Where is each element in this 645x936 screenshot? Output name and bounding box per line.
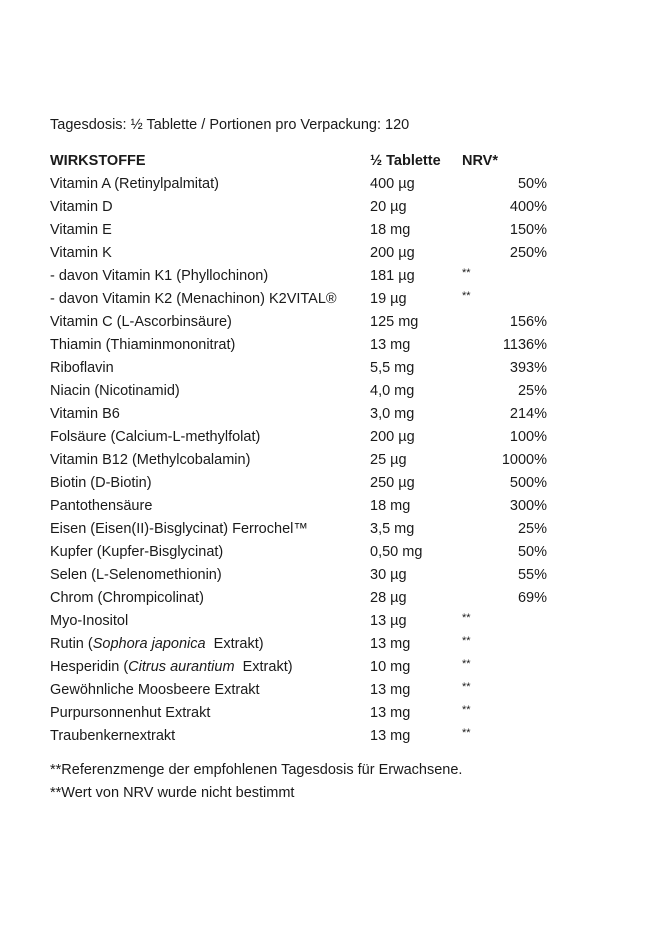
footnote: **Wert von NRV wurde nicht bestimmt (50, 785, 295, 801)
nrv-value: 393% (509, 360, 547, 376)
table-row (50, 357, 550, 380)
nrv-not-determined-marker: ** (462, 290, 471, 302)
amount: 28 µg (370, 590, 407, 606)
amount: 13 mg (370, 728, 411, 744)
nrv-not-determined-marker: ** (462, 635, 471, 647)
table-row (50, 495, 550, 518)
table-row (50, 587, 550, 610)
table-row (50, 173, 550, 196)
amount: 13 mg (370, 682, 411, 698)
ingredient-name: Thiamin (Thiaminmononitrat) (50, 337, 236, 353)
nrv-not-determined-marker: ** (462, 704, 471, 716)
ingredient-name: Niacin (Nicotinamid) (50, 383, 180, 399)
amount: 13 mg (370, 705, 411, 721)
ingredient-name: Myo-Inositol (50, 613, 129, 629)
table-row (50, 426, 550, 449)
nrv-value: 69% (517, 590, 547, 606)
table-row (50, 679, 550, 702)
nutrient-table (50, 150, 550, 748)
latin-name: Citrus aurantium (128, 659, 235, 675)
amount: 10 mg (370, 659, 411, 675)
ingredient-name: Chrom (Chrompicolinat) (50, 590, 204, 606)
nrv-value: 50% (517, 176, 547, 192)
ingredient-name: - davon Vitamin K1 (Phyllochinon) (50, 268, 269, 284)
ingredient-name (50, 656, 293, 679)
ingredient-name: Riboflavin (50, 360, 114, 376)
footnote: **Referenzmenge der empfohlenen Tagesdosis für Erwachsene. (50, 762, 463, 778)
amount: 181 µg (370, 268, 415, 284)
amount: 13 µg (370, 613, 407, 629)
nrv-not-determined-marker: ** (462, 267, 471, 279)
latin-name: Sophora japonica (92, 636, 206, 652)
amount: 18 mg (370, 222, 411, 238)
ingredient-name: Vitamin K (50, 245, 112, 261)
ingredient-name: Traubenkernextrakt (50, 728, 176, 744)
amount: 30 µg (370, 567, 407, 583)
ingredient-name: Gewöhnliche Moosbeere Extrakt (50, 682, 260, 698)
table-row (50, 403, 550, 426)
header-ingredients: WIRKSTOFFE (50, 153, 146, 169)
nrv-value: 55% (517, 567, 547, 583)
amount: 200 µg (370, 245, 415, 261)
ingredient-name: Purpursonnenhut Extrakt (50, 705, 211, 721)
header-amount: ½ Tablette (370, 153, 441, 169)
table-row (50, 219, 550, 242)
amount: 250 µg (370, 475, 415, 491)
nrv-value: 214% (509, 406, 547, 422)
amount: 400 µg (370, 176, 415, 192)
amount: 5,5 mg (370, 360, 415, 376)
ingredient-name-part: Extrakt) (234, 659, 293, 675)
nrv-value: 500% (509, 475, 547, 491)
table-row (50, 334, 550, 357)
amount: 3,5 mg (370, 521, 415, 537)
ingredient-name: Vitamin E (50, 222, 112, 238)
amount: 13 mg (370, 636, 411, 652)
nrv-value: 156% (509, 314, 547, 330)
nrv-value: 1000% (501, 452, 547, 468)
table-row (50, 518, 550, 541)
amount: 13 mg (370, 337, 411, 353)
ingredient-name: Pantothensäure (50, 498, 153, 514)
ingredient-name: Vitamin C (L-Ascorbinsäure) (50, 314, 232, 330)
ingredient-name: Kupfer (Kupfer-Bisglycinat) (50, 544, 224, 560)
ingredient-name-part: Hesperidin ( (50, 659, 129, 675)
ingredient-name: Folsäure (Calcium-L-methylfolat) (50, 429, 261, 445)
nrv-value: 1136% (502, 337, 547, 353)
nrv-not-determined-marker: ** (462, 727, 471, 739)
ingredient-name: Eisen (Eisen(II)-Bisglycinat) Ferrochel™ (50, 521, 308, 537)
amount: 25 µg (370, 452, 407, 468)
amount: 19 µg (370, 291, 407, 307)
amount: 4,0 mg (370, 383, 415, 399)
nrv-value: 25% (517, 383, 547, 399)
table-row (50, 311, 550, 334)
table-row (50, 288, 550, 311)
ingredient-name: Vitamin B6 (50, 406, 120, 422)
amount: 3,0 mg (370, 406, 415, 422)
nrv-value: 100% (509, 429, 547, 445)
table-row (50, 702, 550, 725)
table-body (50, 173, 550, 748)
table-row (50, 610, 550, 633)
amount: 200 µg (370, 429, 415, 445)
nrv-value: 25% (517, 521, 547, 537)
amount: 20 µg (370, 199, 407, 215)
nrv-value: 150% (509, 222, 547, 238)
ingredient-name: Selen (L-Selenomethionin) (50, 567, 222, 583)
ingredient-name-part: Extrakt) (205, 636, 264, 652)
ingredient-name: Vitamin B12 (Methylcobalamin) (50, 452, 251, 468)
nrv-not-determined-marker: ** (462, 681, 471, 693)
ingredient-name: Vitamin D (50, 199, 113, 215)
amount: 18 mg (370, 498, 411, 514)
table-row (50, 725, 550, 748)
table-row (50, 380, 550, 403)
serving-info: Tagesdosis: ½ Tablette / Portionen pro Verpackung: 120 (50, 117, 410, 133)
ingredient-name: - davon Vitamin K2 (Menachinon) K2VITAL® (50, 291, 337, 307)
table-row (50, 541, 550, 564)
table-row (50, 564, 550, 587)
table-row (50, 242, 550, 265)
table-row (50, 196, 550, 219)
ingredient-name: Vitamin A (Retinylpalmitat) (50, 176, 219, 192)
table-row (50, 656, 550, 679)
table-row (50, 449, 550, 472)
table-row (50, 265, 550, 288)
nrv-value: 50% (517, 544, 547, 560)
nrv-value: 400% (509, 199, 547, 215)
footnotes (50, 759, 462, 805)
ingredient-name-part: Rutin ( (50, 636, 93, 652)
table-header (50, 150, 550, 173)
amount: 125 mg (370, 314, 419, 330)
header-nrv: NRV* (462, 153, 498, 169)
nrv-not-determined-marker: ** (462, 658, 471, 670)
nrv-value: 300% (509, 498, 547, 514)
ingredient-name (50, 633, 264, 656)
ingredient-name: Biotin (D-Biotin) (50, 475, 152, 491)
amount: 0,50 mg (370, 544, 423, 560)
nrv-value: 250% (509, 245, 547, 261)
table-row (50, 633, 550, 656)
nrv-not-determined-marker: ** (462, 612, 471, 624)
table-row (50, 472, 550, 495)
